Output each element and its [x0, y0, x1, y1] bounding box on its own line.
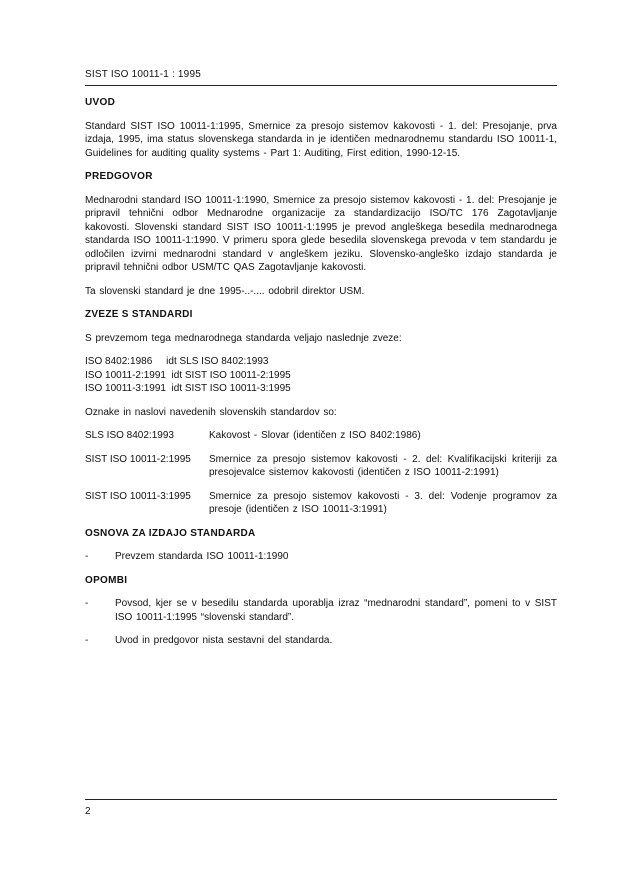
heading-predgovor: PREDGOVOR — [85, 171, 153, 182]
definition-row — [85, 490, 557, 517]
heading-osnova: OSNOVA ZA IZDAJO STANDARDA — [85, 527, 256, 539]
footer-rule — [85, 799, 557, 800]
definition-row — [85, 453, 557, 480]
definition-code: SIST ISO 10011-2:1995 — [85, 453, 191, 465]
list-item-text: Povsod, kjer se v besedilu standarda uporablja izraz “mednarodni standard”, pomeni to v SIST ISO 10011-1:1995 “slovenski standard”. — [115, 598, 557, 623]
page-number: 2 — [85, 806, 91, 817]
list-item — [85, 634, 557, 648]
list-item — [85, 597, 557, 624]
heading-zveze: ZVEZE S STANDARDI — [85, 309, 193, 320]
bullet-dash: - — [85, 551, 89, 562]
bullet-dash: - — [85, 598, 89, 609]
standard-definitions — [85, 429, 557, 517]
uvod-text: Standard SIST ISO 10011-1:1995, Smernice za presojo sistemov kakovosti - 1. del: Presojanje, prva izdaja, 1995, ima status slovenskega standarda in je identičen mednarodnemu standardu ISO 10011-1, Guidelines for auditing quality systems - Part 1: Auditing, First edition, 1990-12-15. — [85, 120, 557, 159]
definition-code: SLS ISO 8402:1993 — [85, 430, 174, 441]
definition-code: SIST ISO 10011-3:1995 — [85, 490, 191, 502]
definition-title: Smernice za presojo sistemov kakovosti - 3. del: Vodenje programov za presoje (identičen z ISO 10011-3:1991) — [209, 490, 557, 515]
standard-link-row: ISO 10011-2:1991 idt SIST ISO 10011-2:1995 — [85, 369, 291, 381]
heading-uvod: UVOD — [85, 97, 116, 108]
heading-opombi: OPOMBI — [85, 574, 128, 586]
running-header: SIST ISO 10011-1 : 1995 — [85, 69, 201, 80]
predgovor-paragraph-2: Ta slovenski standard je dne 1995-..-.... odobril direktor USM. — [85, 285, 365, 297]
zveze-intro: S prevzemom tega mednarodnega standarda veljajo naslednje zveze: — [85, 332, 402, 344]
definition-title: Kakovost - Slovar (identičen z ISO 8402:1986) — [209, 430, 421, 441]
standard-link-row: ISO 8402:1986 idt SLS ISO 8402:1993 — [85, 356, 269, 367]
list-item-text: Prevzem standarda ISO 10011-1:1990 — [115, 551, 289, 562]
definition-title: Smernice za presojo sistemov kakovosti - 2. del: Kvalifikacijski kriteriji za presojevalce sistemov kakovosti (identičen z ISO 10011-2:1991) — [209, 453, 557, 478]
header-rule — [85, 85, 557, 86]
predgovor-paragraph-1: Mednarodni standard ISO 10011-1:1990, Smernice za presojo sistemov kakovosti - 1. del: Presojanje je pripravil tehnični odbor Mednarodne organizacije za standardizacijo ISO/TC 176 Zagotavljanje kakovosti. Slovenski standard SIST ISO 10011-1:1995 je prevod angleškega besedila mednarodnega standarda ISO 10011-1:1990. V primeru spora glede besedila slovenskega prevoda v tem standardu je odločilen izvirni mednarodni standard v angleškem jeziku. Slovensko-angleško izdajo standarda je pripravil tehnični odbor USM/TC QAS Zagotavljanje kakovosti. — [85, 194, 557, 273]
zveze-intro-2: Oznake in naslovi navedenih slovenskih standardov so: — [85, 406, 337, 418]
standard-link-row: ISO 10011-3:1991 idt SIST ISO 10011-3:1995 — [85, 383, 291, 394]
bullet-dash: - — [85, 635, 89, 646]
list-item — [85, 550, 557, 564]
definition-row — [85, 429, 557, 443]
standard-links — [85, 355, 557, 396]
document-body — [85, 96, 557, 658]
list-item-text: Uvod in predgovor nista sestavni del standarda. — [115, 635, 333, 646]
